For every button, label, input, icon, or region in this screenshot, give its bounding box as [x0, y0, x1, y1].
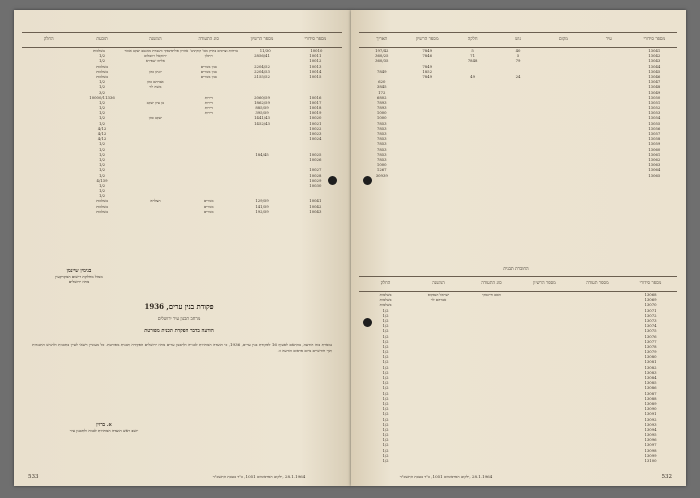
- table-cell: 13060: [648, 146, 661, 152]
- table-cell: 13076: [644, 333, 657, 339]
- table-cell: בשלמות: [96, 208, 108, 214]
- column-header: מספר סידורי: [639, 281, 662, 286]
- table-cell: 10017: [309, 99, 322, 105]
- table-cell: אברהם כהן: [146, 79, 164, 85]
- table-cell: 360/35: [375, 58, 389, 64]
- table-cell: בשלמות: [379, 302, 392, 308]
- table-cell: 7849: [422, 48, 433, 53]
- table-cell: 13056: [648, 125, 661, 131]
- signer-name: א. ברזין: [96, 422, 112, 428]
- table-cell: 3/2: [98, 89, 106, 95]
- table-cell: 10043: [309, 208, 322, 214]
- table-cell: 3845: [376, 84, 387, 90]
- column-header: חלקה: [467, 37, 478, 42]
- right-table-header: [359, 32, 677, 48]
- column-header: מקום: [558, 37, 568, 42]
- table-cell: 1/2: [382, 328, 389, 334]
- table-cell: 10029: [309, 177, 322, 183]
- table-cell: 1/2: [382, 442, 389, 448]
- table-cell: 7853: [376, 125, 387, 131]
- table-cell: 13073: [644, 317, 657, 323]
- table-cell: 1/2: [98, 115, 106, 121]
- table-cell: 4/139: [96, 177, 108, 183]
- table-cell: 10019: [309, 110, 322, 116]
- table-cell: 1/2: [382, 354, 389, 360]
- table-row: [359, 173, 677, 178]
- binding-hole-left: [328, 176, 337, 185]
- table-cell: 13083: [644, 369, 657, 375]
- table-cell: 2204/52: [254, 63, 270, 69]
- table-cell: 7849: [422, 73, 433, 79]
- table-cell: 13072: [644, 312, 657, 318]
- table-cell: 1267: [376, 167, 387, 173]
- table-cell: 1/2: [98, 162, 106, 168]
- table-cell: 1/2: [382, 317, 389, 323]
- section-subtitle: מרחב תכנון עיר ירושלים: [157, 317, 201, 322]
- column-header: מספר תעודה: [586, 281, 609, 286]
- table-cell: 13052: [648, 105, 661, 111]
- table-cell: 1/2: [382, 432, 389, 438]
- table-cell: [541, 173, 586, 178]
- table-cell: [571, 458, 624, 463]
- table-cell: 13085: [644, 380, 657, 386]
- table-cell: [518, 458, 571, 463]
- table-cell: 1/2: [98, 58, 106, 64]
- table-row: [359, 458, 677, 463]
- table-cell: 1/2: [98, 193, 106, 199]
- table-cell: 620: [378, 79, 386, 85]
- table-cell: 13080: [644, 354, 657, 360]
- table-cell: 13068: [644, 292, 657, 297]
- table-cell: בשלמות: [379, 292, 392, 297]
- table-cell: 10018: [309, 105, 322, 111]
- table-cell: 1441/43: [254, 115, 270, 121]
- table-cell: 13042: [648, 53, 661, 59]
- table-cell: 1/2: [382, 390, 389, 396]
- table-cell: 7853: [376, 136, 387, 142]
- table-cell: 49: [470, 73, 476, 79]
- table-cell: 1/2: [382, 369, 389, 375]
- table-cell: 7853: [376, 131, 387, 136]
- table-cell: 4/12: [97, 136, 107, 142]
- table-cell: 13046: [648, 73, 661, 79]
- column-header: המשנה: [432, 281, 445, 286]
- table-cell: 11/30: [259, 48, 271, 53]
- table-cell: ישראל הנסקוס: [427, 292, 450, 297]
- column-header: מספר סידורי: [643, 37, 666, 42]
- table-cell: 1/2: [382, 406, 389, 412]
- table-cell: 1000: [376, 115, 387, 121]
- table-cell: 1852: [422, 68, 433, 74]
- table-cell: 13098: [644, 447, 657, 453]
- left-signature-block: [44, 268, 114, 284]
- column-header: תובעת: [96, 37, 108, 42]
- table-cell: 13088: [644, 395, 657, 401]
- table-cell: 13082: [644, 364, 657, 370]
- table-cell: 1/2: [98, 105, 106, 111]
- table-cell: 10015: [309, 73, 322, 79]
- table-cell: 141/59: [255, 203, 269, 209]
- table-cell: 13089: [644, 400, 657, 406]
- table-cell: 13094: [644, 426, 657, 432]
- table-cell: 13054: [648, 115, 661, 121]
- table-cell: 13064: [648, 167, 661, 173]
- table-cell: 13063: [648, 162, 661, 168]
- table-cell: 10024: [309, 136, 322, 142]
- table-cell: 10000/11336: [89, 94, 115, 100]
- table-cell: 10021: [309, 120, 322, 126]
- table-cell: 129/59: [255, 198, 269, 204]
- table-cell: 1/2: [98, 79, 106, 85]
- table-cell: [586, 173, 631, 178]
- table-cell: 13045: [648, 68, 661, 74]
- right-second-table: [359, 276, 677, 466]
- column-header: החלק: [43, 37, 54, 42]
- table-cell: דירות: [204, 105, 213, 111]
- table-cell: 10022: [309, 125, 322, 131]
- table-cell: משה לוי: [149, 84, 162, 90]
- table-cell: אהרון פוליפינסקי והגברת מוזנטב יעקב אומר: [124, 48, 189, 53]
- table-cell: 13055: [648, 120, 661, 126]
- table-cell: 1/2: [382, 400, 389, 406]
- table-cell: בשלמות: [92, 48, 105, 53]
- table-cell: 1/2: [98, 188, 106, 194]
- right-table2-rows: [359, 292, 677, 463]
- table-cell: [495, 173, 540, 178]
- table-cell: 1/2: [382, 426, 389, 432]
- table-cell: 10020: [309, 115, 322, 121]
- right-table-rows: [359, 48, 677, 178]
- table-cell: 13093: [644, 421, 657, 427]
- table-cell: אליהו שפירא: [145, 58, 165, 64]
- table-cell: מגורים: [203, 198, 214, 204]
- table-cell: 1/2: [382, 421, 389, 427]
- table-cell: 184/45: [255, 151, 269, 157]
- table-cell: 71: [470, 53, 476, 59]
- table-cell: בשלמות: [96, 73, 108, 79]
- table-cell: [404, 173, 449, 178]
- table-cell: 1/2: [382, 323, 389, 329]
- table-cell: 4/12: [97, 125, 107, 131]
- table-cell: 13099: [644, 452, 657, 458]
- table-cell: 172: [378, 89, 386, 95]
- table-cell: 1/2: [382, 349, 389, 355]
- left-table-header: [22, 32, 342, 48]
- table-cell: בנין מגורים: [200, 73, 217, 79]
- table-cell: 13047: [648, 79, 661, 85]
- table-cell: 2155/52: [254, 73, 270, 79]
- column-header: מספר הרשיון: [250, 37, 274, 42]
- table-cell: 1/2: [382, 395, 389, 401]
- table-cell: [129, 209, 182, 214]
- column-header: מספר הרשיון: [533, 281, 556, 286]
- table-cell: 1/2: [98, 53, 106, 59]
- signature-name: בנימין שיינמן: [66, 268, 92, 274]
- table-cell: 10011: [309, 53, 322, 59]
- table-cell: 7849: [422, 63, 433, 69]
- table-cell: 885/59: [255, 105, 269, 111]
- table-cell: 13081: [644, 359, 657, 365]
- table-cell: 1/2: [382, 411, 389, 417]
- table-cell: 7853: [376, 141, 387, 147]
- notice-heading: הודעה בדבר הפקדת תכנית מפורטת: [144, 328, 214, 334]
- table-cell: 13074: [644, 323, 657, 329]
- right-footer-date: 28.1.1964 ,ילקוט הפרסומים 1051, כ"ד בטבת התשכ"ד: [399, 474, 493, 479]
- table-cell: יונתן כהן: [149, 68, 162, 74]
- table-cell: 1452/43: [254, 120, 270, 126]
- table-cell: בשלמות: [96, 68, 108, 74]
- table-cell: 1/2: [98, 120, 106, 126]
- table-cell: 13079: [644, 349, 657, 355]
- table-cell: 13053: [648, 110, 661, 116]
- table-cell: 1/2: [382, 364, 389, 370]
- table-cell: 13050: [648, 94, 661, 100]
- table-cell: אברהם לוי: [430, 297, 447, 303]
- table-cell: 1/2: [382, 359, 389, 365]
- table-cell: בשלמות: [96, 198, 108, 204]
- table-cell: 197/42: [375, 48, 389, 53]
- table-cell: 10025: [309, 151, 322, 157]
- table-cell: 1862/59: [254, 99, 270, 105]
- table-cell: 10012: [309, 58, 322, 64]
- table-cell: 1/2: [98, 182, 106, 188]
- table-cell: 1/2: [382, 452, 389, 458]
- left-register-table: [22, 32, 342, 242]
- table-cell: 1/2: [98, 167, 106, 173]
- table-cell: 40: [515, 48, 521, 53]
- table-cell: בשלמות: [96, 63, 108, 69]
- table-cell: 7853: [376, 156, 387, 162]
- signature-role: מנהל מחלקת רישום המקרקעין: [55, 274, 103, 279]
- table-cell: 1/2: [382, 447, 389, 453]
- table-cell: 30939: [375, 172, 388, 178]
- table-cell: 24: [515, 73, 521, 79]
- table-cell: 10023: [309, 131, 322, 136]
- column-header: עיר: [605, 37, 612, 42]
- right-table2-header: [359, 276, 677, 292]
- left-signer-block: [34, 422, 174, 433]
- table-cell: 10041: [309, 198, 322, 204]
- table-cell: בשלמות: [96, 203, 108, 209]
- table-cell: 7849: [376, 68, 387, 74]
- table-cell: 7853: [376, 151, 387, 157]
- table-cell: 13096: [644, 437, 657, 443]
- binding-hole-right-top: [363, 176, 372, 185]
- table-cell: בשלמות: [379, 297, 392, 303]
- table-cell: 13077: [644, 338, 657, 344]
- table-cell: 10013: [309, 63, 322, 69]
- table-cell: הצלחה: [150, 198, 161, 204]
- table-cell: 1/2: [382, 333, 389, 339]
- table-cell: 1/2: [98, 84, 106, 90]
- table-cell: [465, 458, 518, 463]
- table-cell: 13070: [644, 302, 657, 308]
- table-cell: 13041: [648, 48, 661, 53]
- table-cell: 2060/59: [254, 94, 270, 100]
- table-cell: 360/25: [375, 53, 389, 59]
- table-cell: 1/2: [98, 141, 106, 147]
- table-cell: 1/2: [382, 343, 389, 349]
- column-header: גוש: [515, 37, 521, 42]
- table-cell: 1/2: [382, 375, 389, 380]
- table-cell: דירות: [204, 99, 213, 105]
- table-cell: 13087: [644, 390, 657, 396]
- table-cell: 10027: [309, 167, 322, 173]
- table-cell: ברחות וצרכים בתיק מס' קוקיניב': [190, 48, 238, 53]
- table-cell: 4/12: [97, 131, 107, 136]
- notice-paragraph: נמסרת בזה הודעה, בהתאם לסעיף 16 לפקודת בנין ערים, 1936, כי הועדה המחוזית לבנייה ולתכנון ערים מחוז ירושלים הפקידה תכנית מפורטת. כל מעוניין רשאי לעיין בתכנית ולהגיש התנגדות תוך חודשיים מיום פרסום הודעה זו.: [32, 342, 332, 354]
- table-cell: 13059: [648, 141, 661, 147]
- left-page: [14, 10, 351, 486]
- table-cell: 13058: [648, 136, 661, 142]
- table-cell: 13049: [648, 89, 661, 95]
- table-cell: 10014: [309, 68, 322, 74]
- table-cell: 395/59: [255, 110, 269, 116]
- table-cell: 1/2: [98, 172, 106, 178]
- table-cell: בנין מגורים: [200, 63, 217, 69]
- table-cell: 7893: [376, 99, 387, 105]
- table-cell: 10026: [309, 156, 322, 162]
- table-cell: 10042: [309, 203, 322, 209]
- table-cell: 7893: [376, 105, 387, 111]
- right-page: [351, 10, 686, 486]
- table-cell: 7853: [376, 120, 387, 126]
- column-header: מספר הרשיון: [415, 37, 439, 42]
- table-cell: 7846: [422, 53, 433, 59]
- right-register-table: [359, 32, 677, 262]
- table-cell: 10028: [309, 172, 322, 178]
- table-cell: 13071: [644, 307, 657, 313]
- table-cell: 79: [515, 58, 521, 64]
- table-cell: 1/2: [382, 458, 389, 463]
- table-cell: 13090: [644, 406, 657, 412]
- table-cell: 1/2: [382, 312, 389, 318]
- column-header: המשנה: [149, 37, 162, 42]
- table-cell: 1/2: [382, 307, 389, 313]
- table-cell: 192/59: [255, 208, 269, 214]
- table-cell: [412, 458, 465, 463]
- table-cell: 13086: [644, 385, 657, 391]
- table-cell: 10030: [309, 182, 322, 188]
- table-cell: 1/2: [382, 416, 389, 422]
- table-cell: 1/2: [382, 338, 389, 344]
- table-cell: 1/2: [98, 99, 106, 105]
- table-cell: 6802: [376, 94, 387, 100]
- table-cell: 13051: [648, 99, 661, 105]
- table-cell: ויתלון: [204, 53, 213, 59]
- table-cell: 13091: [644, 411, 657, 417]
- table-cell: יחזקאל רוזבלום: [144, 53, 167, 59]
- left-page-number: 533: [28, 474, 39, 480]
- signer-role: יושב ראש הועדה המחוזית לבניה ולתכנון עיר: [69, 428, 139, 433]
- table-cell: בן ציון יעקב: [146, 99, 164, 105]
- table-cell: 13065: [648, 172, 661, 178]
- table-cell: [22, 209, 75, 214]
- table-cell: 13097: [644, 442, 657, 448]
- column-header: תאריך: [376, 37, 388, 42]
- table-cell: 13061: [648, 151, 661, 157]
- table-cell: 2204/53: [254, 68, 270, 74]
- section-title: פקודת בנין ערים, 1936: [144, 302, 214, 311]
- table-cell: 1/2: [98, 146, 106, 152]
- right-subheader: החוכרת תבנית: [503, 267, 529, 272]
- table-cell: 5: [516, 53, 520, 59]
- left-footer-date: 28.1.1964 ,ילקוט הפרסומים 1051, כ"ד בטבת התשכ"ד: [212, 474, 306, 479]
- left-table-rows: [22, 48, 342, 214]
- binding-hole-right-bottom: [363, 318, 372, 327]
- table-cell: 7848: [467, 58, 478, 64]
- table-cell: 1000: [376, 110, 387, 116]
- table-cell: 1/2: [98, 151, 106, 157]
- table-cell: יעקב כהן: [148, 115, 162, 121]
- table-cell: 13062: [648, 156, 661, 162]
- table-cell: 13057: [648, 131, 661, 136]
- table-cell: בנין מגורים: [200, 68, 217, 74]
- table-cell: מגורים: [203, 203, 214, 209]
- table-cell: הסם חיינסקי: [482, 292, 501, 297]
- table-cell: 1000: [376, 162, 387, 168]
- table-cell: 13100: [644, 458, 657, 463]
- table-cell: דירות: [204, 110, 213, 116]
- table-row: [22, 209, 342, 214]
- table-cell: 13044: [648, 63, 661, 69]
- table-cell: 1/2: [98, 110, 106, 116]
- table-cell: 7853: [376, 146, 387, 152]
- table-cell: [450, 173, 495, 178]
- column-header: מספר סידורי: [304, 37, 327, 42]
- column-header: סוג התעודה: [198, 37, 219, 42]
- table-cell: 13095: [644, 432, 657, 438]
- column-header: החלק: [380, 281, 391, 286]
- table-cell: 13084: [644, 375, 657, 380]
- table-cell: 1/2: [98, 156, 106, 162]
- table-cell: 10016: [309, 94, 322, 100]
- table-cell: 13048: [648, 84, 661, 90]
- right-page-number: 532: [661, 474, 672, 480]
- table-cell: 13043: [648, 58, 661, 64]
- table-cell: 10010: [310, 48, 323, 53]
- column-header: סוג התעודה: [481, 281, 502, 286]
- table-cell: 13069: [644, 297, 657, 303]
- table-cell: 1/2: [382, 385, 389, 391]
- table-cell: מגורים: [203, 208, 214, 214]
- table-cell: 13078: [644, 343, 657, 349]
- table-cell: 1/2: [382, 380, 389, 386]
- table-cell: 1/2: [382, 437, 389, 443]
- table-cell: דירות: [204, 94, 213, 100]
- signature-district: מחוז ירושלים: [68, 279, 90, 284]
- table-cell: 5: [471, 48, 474, 53]
- table-cell: 13075: [644, 328, 657, 334]
- table-cell: 13092: [644, 416, 657, 422]
- table-cell: 2856/41: [254, 53, 270, 59]
